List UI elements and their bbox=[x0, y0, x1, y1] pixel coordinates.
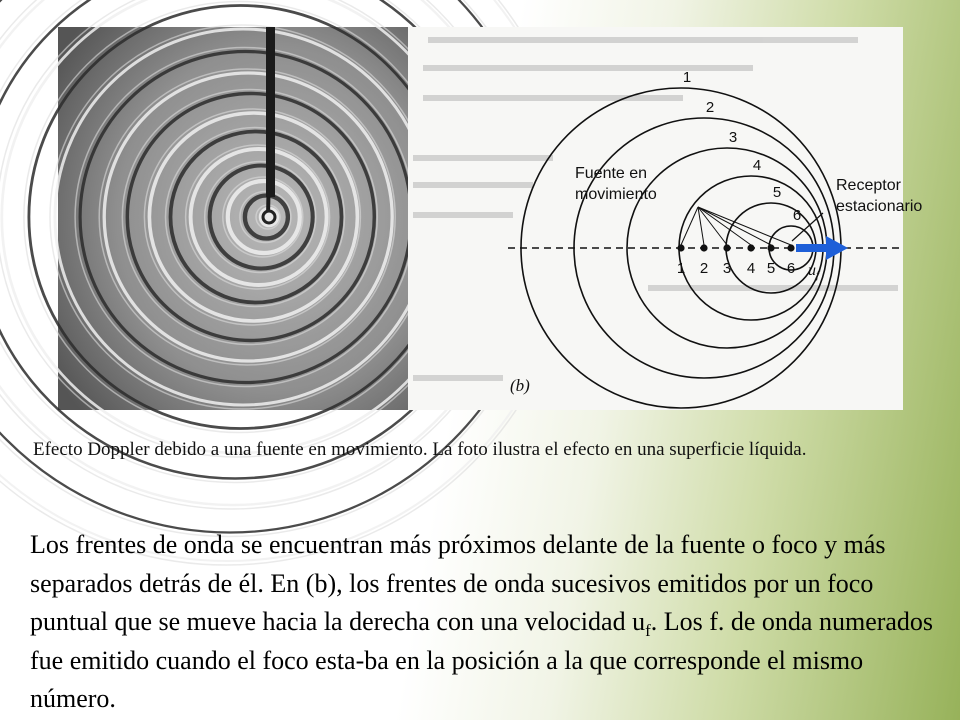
wavefront-number-4: 4 bbox=[752, 157, 762, 174]
figure-caption: Efecto Doppler debido a una fuente en movimiento. La foto ilustra el efecto en una superficie líquida. bbox=[33, 439, 807, 460]
wavefront-number-6: 6 bbox=[792, 207, 802, 224]
moving-source-label: Fuente en bbox=[575, 165, 648, 182]
explanation-text-end: . Los f. de onda numerados fue emitido cuando el foco esta-ba en la posición a la que corresponde el mismo número. bbox=[30, 607, 934, 713]
source-tip bbox=[263, 211, 275, 223]
source-position-2 bbox=[700, 244, 707, 251]
position-number-5: 5 bbox=[766, 260, 776, 277]
pointer-line-5 bbox=[698, 207, 771, 245]
wavefront-number-1: 1 bbox=[682, 69, 692, 86]
source-position-6 bbox=[787, 244, 794, 251]
wavefront-number-5: 5 bbox=[772, 184, 782, 201]
doppler-diagram bbox=[408, 27, 923, 410]
explanation-text: Los frentes de onda se encuentran más próximos delante de la fuente o foco y más separados detrás de él. En (b), los frentes de onda sucesivos emitidos por un foco puntual que se mueve hacia la derecha con una velocidad u bbox=[30, 530, 886, 636]
velocity-label: uf bbox=[808, 262, 820, 281]
position-number-6: 6 bbox=[786, 260, 796, 277]
source-position-1 bbox=[677, 244, 684, 251]
ripple-tank-photo bbox=[58, 27, 408, 410]
position-number-3: 3 bbox=[722, 260, 732, 277]
wavefront-number-2: 2 bbox=[705, 99, 715, 116]
receiver-label-2: estacionario bbox=[836, 198, 923, 215]
pointer-line-2 bbox=[698, 207, 704, 245]
receiver-label: Receptor bbox=[836, 177, 901, 194]
source-position-5 bbox=[767, 244, 774, 251]
explanation-paragraph bbox=[30, 526, 955, 719]
source-pointer-lines bbox=[681, 207, 791, 245]
part-label-b: (b) bbox=[510, 376, 530, 395]
position-number-1: 1 bbox=[676, 260, 686, 277]
moving-source-label-2: movimiento bbox=[575, 186, 657, 203]
source-position-3 bbox=[723, 244, 730, 251]
doppler-figure bbox=[58, 27, 923, 410]
position-number-2: 2 bbox=[699, 260, 709, 277]
pointer-line-1 bbox=[681, 207, 698, 245]
source-position-4 bbox=[747, 244, 754, 251]
position-number-4: 4 bbox=[746, 260, 756, 277]
wavefront-number-3: 3 bbox=[728, 129, 738, 146]
velocity-subscript: f bbox=[645, 621, 651, 641]
